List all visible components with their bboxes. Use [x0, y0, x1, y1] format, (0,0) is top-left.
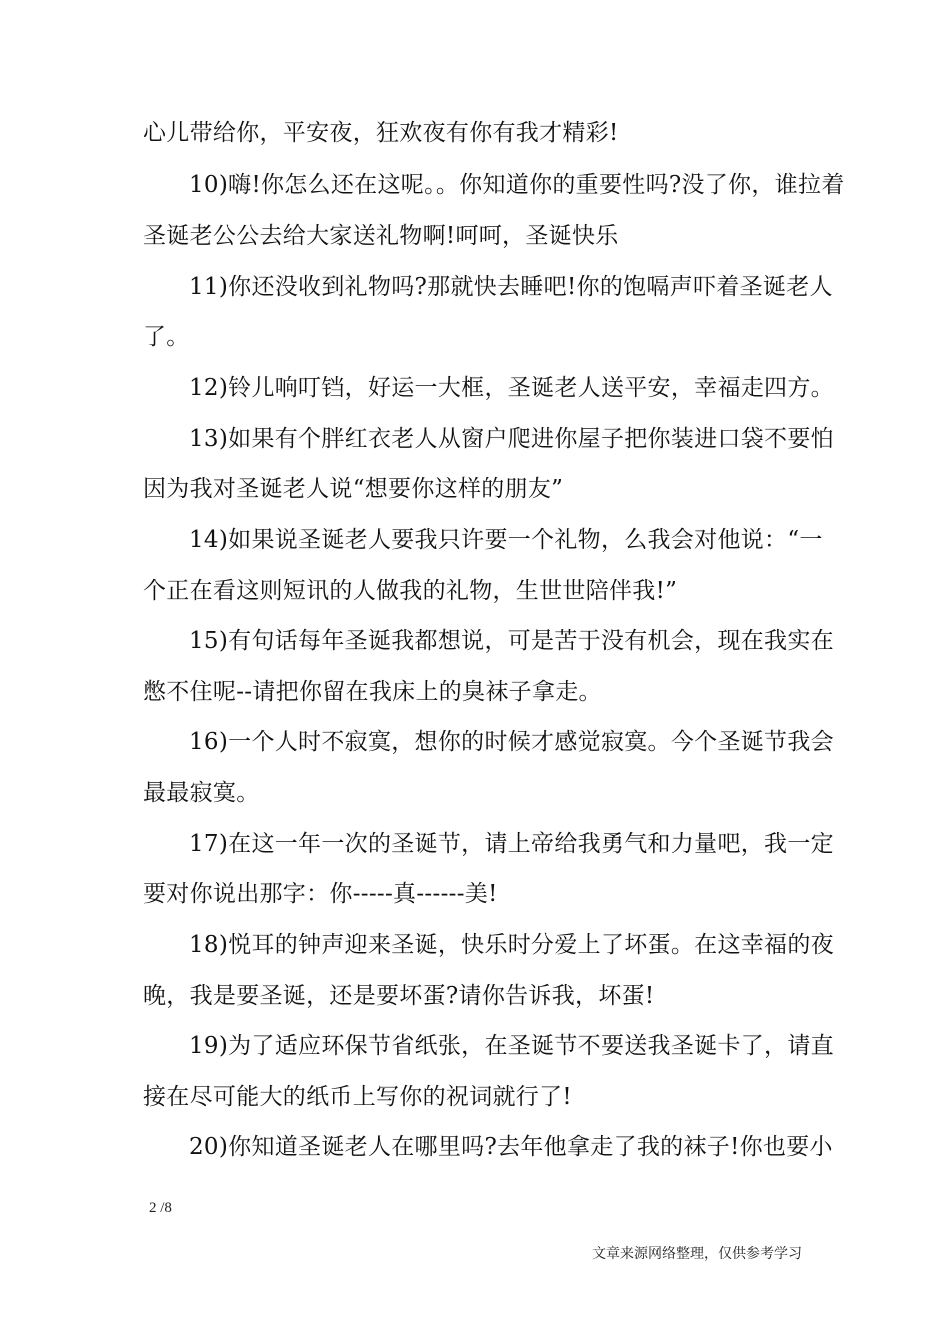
text-line: 15)有句话每年圣诞我都想说，可是苦于没有机会，现在我实在	[189, 628, 834, 654]
text-line: 要对你说出那字：你-----真------美!	[143, 881, 498, 907]
text-line: 10)嗨!你怎么还在这呢。。你知道你的重要性吗?没了你，谁拉着	[189, 172, 845, 198]
page-number: 2 /8	[149, 1200, 172, 1216]
text-line: 17)在这一年一次的圣诞节，请上帝给我勇气和力量吧，我一定	[189, 831, 834, 857]
text-line: 19)为了适应环保节省纸张，在圣诞节不要送我圣诞卡了，请直	[189, 1033, 834, 1059]
text-line: 了。	[143, 324, 190, 350]
text-line: 20)你知道圣诞老人在哪里吗?去年他拿走了我的袜子!你也要小	[189, 1134, 833, 1160]
text-line: 18)悦耳的钟声迎来圣诞，快乐时分爱上了坏蛋。在这幸福的夜	[189, 932, 834, 958]
text-line: 14)如果说圣诞老人要我只许要一个礼物，么我会对他说：“一	[189, 527, 823, 553]
text-line: 最最寂寞。	[143, 780, 260, 806]
text-line: 因为我对圣诞老人说“想要你这样的朋友”	[143, 476, 564, 502]
text-line: 圣诞老公公去给大家送礼物啊!呵呵，圣诞快乐	[143, 223, 619, 249]
text-line: 12)铃儿响叮铛，好运一大框，圣诞老人送平安，幸福走四方。	[189, 375, 834, 401]
text-line: 心儿带给你，平安夜，狂欢夜有你有我才精彩!	[143, 120, 619, 146]
text-line: 个正在看这则短讯的人做我的礼物，生世世陪伴我!”	[143, 578, 678, 604]
text-line: 晚，我是要圣诞，还是要坏蛋?请你告诉我，坏蛋!	[143, 983, 655, 1009]
text-line: 11)你还没收到礼物吗?那就快去睡吧!你的饱嗝声吓着圣诞老人	[189, 274, 833, 300]
text-line: 16)一个人时不寂寞，想你的时候才感觉寂寞。今个圣诞节我会	[189, 729, 834, 755]
footer-note: 文章来源网络整理，仅供参考学习	[592, 1246, 802, 1262]
text-line: 接在尽可能大的纸币上写你的祝词就行了!	[143, 1084, 572, 1110]
text-line: 13)如果有个胖红衣老人从窗户爬进你屋子把你装进口袋不要怕	[189, 426, 834, 452]
text-line: 憋不住呢--请把你留在我床上的臭袜子拿走。	[143, 679, 602, 705]
